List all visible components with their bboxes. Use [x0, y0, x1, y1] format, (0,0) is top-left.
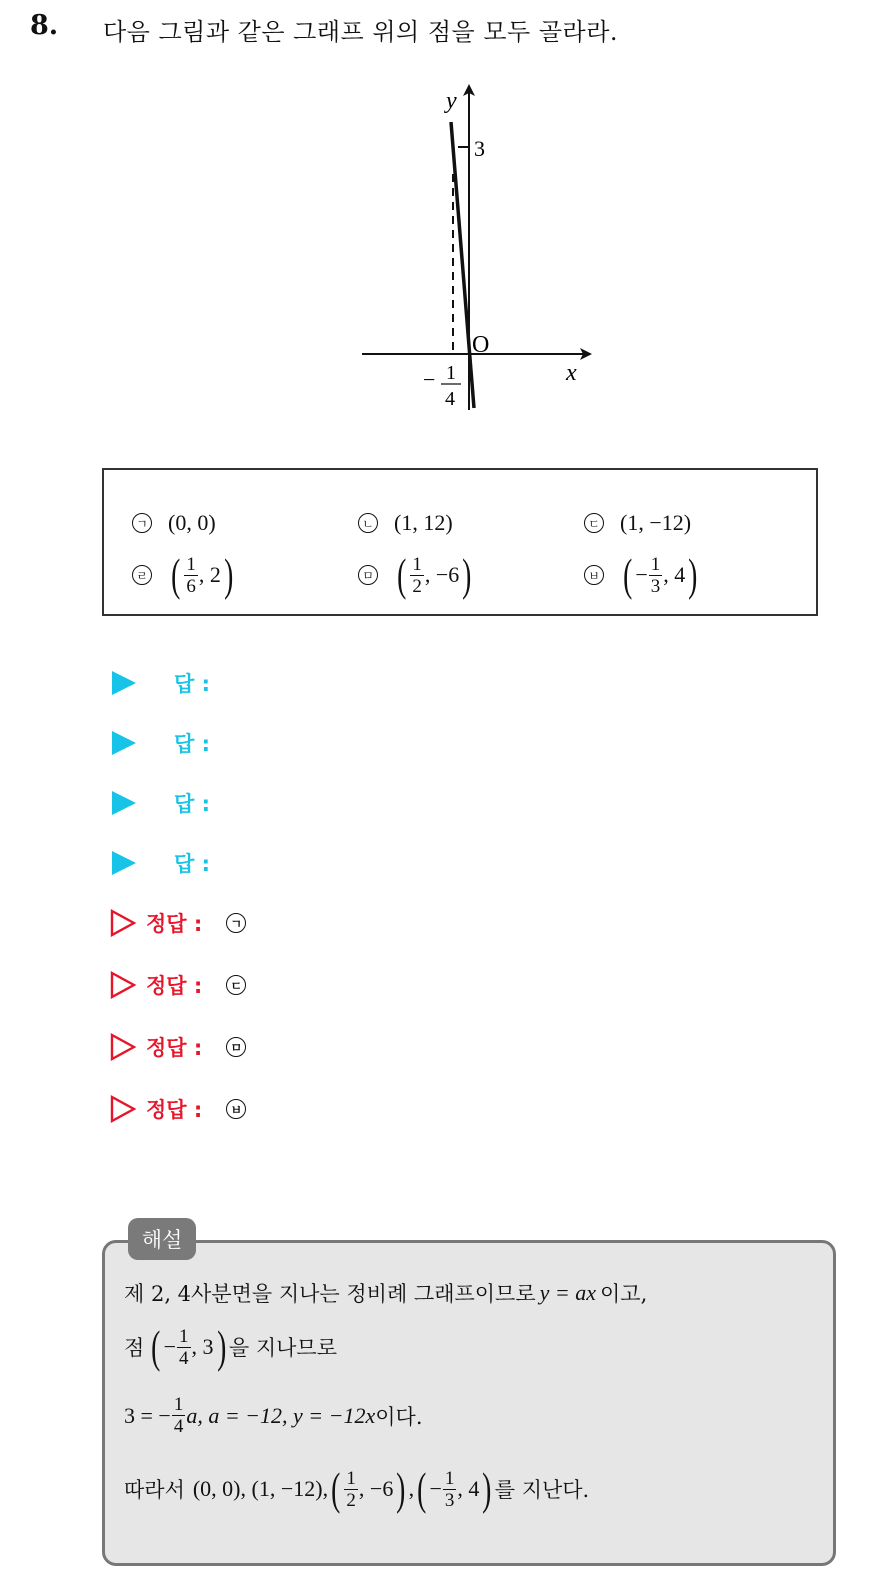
correct-label: 정답 : [146, 1098, 203, 1122]
right-paren: ) [482, 1463, 492, 1514]
point-rest: , 4 [457, 1476, 480, 1501]
left-paren: ( [331, 1463, 341, 1514]
comma: , [408, 1476, 415, 1501]
answer-label: 답 : [174, 792, 210, 816]
answer-label: 답 : [174, 732, 210, 756]
choices-box [102, 468, 818, 616]
choice-marker: ㄷ [584, 513, 604, 533]
choice-d [132, 549, 236, 600]
point-rest: , −6 [358, 1476, 394, 1501]
left-paren: ( [623, 549, 633, 600]
fraction-numerator: 1 [444, 1467, 455, 1489]
fraction-denominator: 4 [179, 1347, 189, 1369]
solution-line-4 [124, 1463, 590, 1514]
play-icon [112, 671, 136, 695]
left-paren: ( [417, 1463, 427, 1514]
fraction [177, 1326, 191, 1369]
y-tick-label: 3 [474, 136, 485, 161]
solution-text: 이다. [375, 1404, 423, 1429]
correct-row-4 [110, 1094, 262, 1124]
fraction-numerator: 1 [346, 1467, 356, 1489]
point-rest: , 3 [191, 1334, 214, 1359]
solution-math: 3 = − [124, 1402, 171, 1428]
fraction [410, 554, 424, 597]
right-paren: ) [396, 1463, 406, 1514]
fraction-denominator: 3 [444, 1489, 455, 1511]
fraction-numerator: 1 [650, 553, 661, 575]
fraction-denominator: 2 [346, 1489, 356, 1511]
solution-equation: y = ax [539, 1280, 597, 1305]
solution-line-3 [124, 1394, 423, 1437]
answer-label: 답 : [174, 852, 210, 876]
choice-marker: ㄴ [358, 513, 378, 533]
correct-label: 정답 : [146, 974, 203, 998]
choice-point: (1, −12) [620, 510, 692, 535]
fraction-denominator: 6 [186, 575, 196, 597]
right-paren: ) [216, 1321, 226, 1372]
play-icon [112, 791, 136, 815]
outline-triangle-icon [110, 1095, 136, 1123]
linear-graph [350, 78, 600, 418]
correct-row-1 [110, 908, 262, 938]
solution-text: 따라서 [124, 1478, 185, 1502]
fraction [649, 554, 663, 597]
solution-math: a, a = −12, y = −12x [186, 1402, 376, 1428]
answer-row-1[interactable] [112, 668, 210, 698]
x-tick-numerator: 1 [446, 362, 456, 384]
solution-points: (0, 0), (1, −12), [192, 1476, 329, 1501]
fraction-sign: − [429, 1476, 442, 1501]
outline-triangle-icon [110, 971, 136, 999]
choice-c [584, 510, 691, 536]
fraction [344, 1468, 358, 1511]
fraction-denominator: 3 [650, 575, 661, 597]
x-tick-sign: − [423, 367, 436, 392]
fraction-denominator: 2 [412, 575, 422, 597]
solution-tag: 해설 [128, 1218, 196, 1260]
question-number: 8. [30, 10, 59, 41]
fraction-denominator: 4 [173, 1416, 184, 1437]
fraction-numerator: 1 [179, 1325, 189, 1347]
solution-line-2 [124, 1321, 337, 1372]
correct-answer-marker: ㅁ [226, 1037, 246, 1057]
point-rest: , 2 [198, 562, 221, 587]
solution-text: 점 [124, 1336, 145, 1360]
left-paren: ( [397, 549, 407, 600]
correct-answer-marker: ㄱ [226, 913, 246, 933]
right-paren: ) [688, 549, 698, 600]
point-rest: , 4 [663, 562, 686, 587]
choice-e [358, 549, 475, 600]
fraction-numerator: 1 [173, 1394, 184, 1415]
origin-label: O [472, 332, 490, 358]
choice-f [584, 549, 701, 600]
question-text: 다음 그림과 같은 그래프 위의 점을 모두 골라라. [103, 18, 619, 46]
correct-label: 정답 : [146, 912, 203, 936]
solution-text: 이고, [600, 1282, 648, 1306]
solution-text: 제 2, 4사분면을 지나는 정비례 그래프이므로 [124, 1282, 536, 1306]
solution-line-1 [124, 1278, 647, 1308]
choice-marker: ㅁ [358, 565, 378, 585]
choice-marker: ㅂ [584, 565, 604, 585]
fraction [172, 1394, 186, 1437]
fraction-sign: − [163, 1334, 177, 1359]
fraction [184, 554, 198, 597]
y-axis-label: y [446, 88, 457, 114]
x-axis-label: x [566, 360, 577, 386]
right-paren: ) [462, 549, 472, 600]
play-icon [112, 851, 136, 875]
choice-marker: ㄹ [132, 565, 152, 585]
fraction-sign: − [635, 562, 648, 587]
choice-point: (1, 12) [394, 510, 453, 535]
correct-answer-marker: ㅂ [226, 1099, 246, 1119]
correct-answer-marker: ㄷ [226, 975, 246, 995]
answer-row-4[interactable] [112, 848, 210, 878]
point-rest: , −6 [424, 562, 460, 587]
play-icon [112, 731, 136, 755]
correct-row-2 [110, 970, 262, 1000]
answer-label: 답 : [174, 672, 210, 696]
fraction-numerator: 1 [186, 553, 196, 575]
left-paren: ( [171, 549, 181, 600]
right-paren: ) [223, 549, 234, 600]
fraction-numerator: 1 [412, 553, 422, 575]
correct-row-3 [110, 1032, 262, 1062]
x-tick-denominator: 4 [445, 388, 455, 410]
choice-b [358, 510, 453, 536]
solution-text: 를 지난다. [494, 1478, 590, 1502]
choice-a [132, 510, 216, 536]
left-paren: ( [151, 1321, 161, 1372]
answer-row-2[interactable] [112, 728, 210, 758]
solution-text: 을 지나므로 [228, 1336, 337, 1360]
choice-marker: ㄱ [132, 513, 152, 533]
outline-triangle-icon [110, 909, 136, 937]
answer-row-3[interactable] [112, 788, 210, 818]
choice-point: (0, 0) [168, 510, 216, 535]
fraction [443, 1468, 457, 1511]
correct-label: 정답 : [146, 1036, 203, 1060]
outline-triangle-icon [110, 1033, 136, 1061]
